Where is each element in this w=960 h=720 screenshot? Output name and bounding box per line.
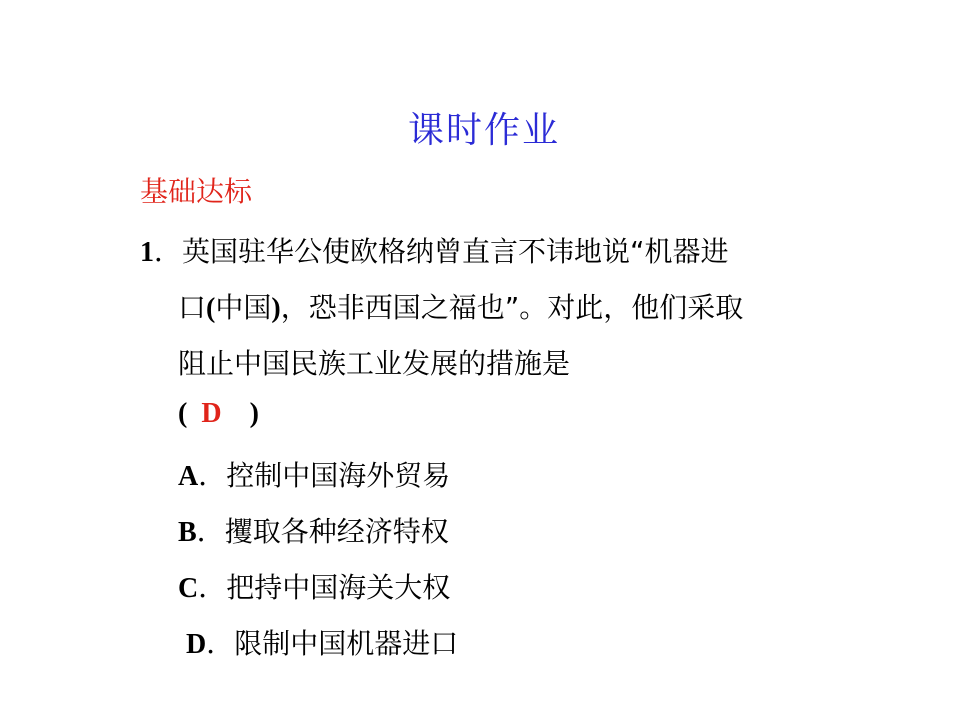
section-label: 基础达标 <box>140 175 253 208</box>
question-text-line-2-post: ，恐非西国之福也”。对此，他们采取 <box>280 291 744 324</box>
question-text-line-2-mid: 中国 <box>215 291 272 324</box>
answer-paren-close: ) <box>249 398 259 429</box>
paren-close: ) <box>271 293 281 324</box>
option-b <box>178 510 449 550</box>
paren-open: ( <box>206 293 216 324</box>
option-letter: D <box>186 629 207 660</box>
answer-value: D <box>201 398 222 429</box>
option-c <box>178 566 450 606</box>
option-d <box>186 622 458 662</box>
question-number: 1 <box>140 237 154 268</box>
question-text-line-2-pre: 口 <box>178 291 207 324</box>
option-separator: ． <box>198 459 227 492</box>
option-separator: ． <box>198 571 227 604</box>
option-a <box>178 454 450 494</box>
option-separator: ． <box>206 627 235 660</box>
option-letter: B <box>178 517 197 548</box>
answer-paren-open: ( <box>178 398 188 429</box>
option-letter: A <box>178 461 199 492</box>
answer-blank <box>178 398 259 430</box>
question-number-separator: ． <box>154 235 183 268</box>
question-line-2 <box>178 286 743 326</box>
option-text: 控制中国海外贸易 <box>226 459 451 492</box>
question-line-1 <box>140 230 729 270</box>
option-text: 把持中国海关大权 <box>226 571 451 604</box>
question-line-3: 阻止中国民族工业发展的措施是 <box>178 347 571 380</box>
option-separator: ． <box>196 515 225 548</box>
page-title: 课时作业 <box>408 110 561 151</box>
option-text: 限制中国机器进口 <box>234 627 459 660</box>
option-letter: C <box>178 573 199 604</box>
option-text: 攫取各种经济特权 <box>224 515 449 548</box>
question-text-line-1: 英国驻华公使欧格纳曾直言不讳地说“机器进 <box>182 235 729 268</box>
